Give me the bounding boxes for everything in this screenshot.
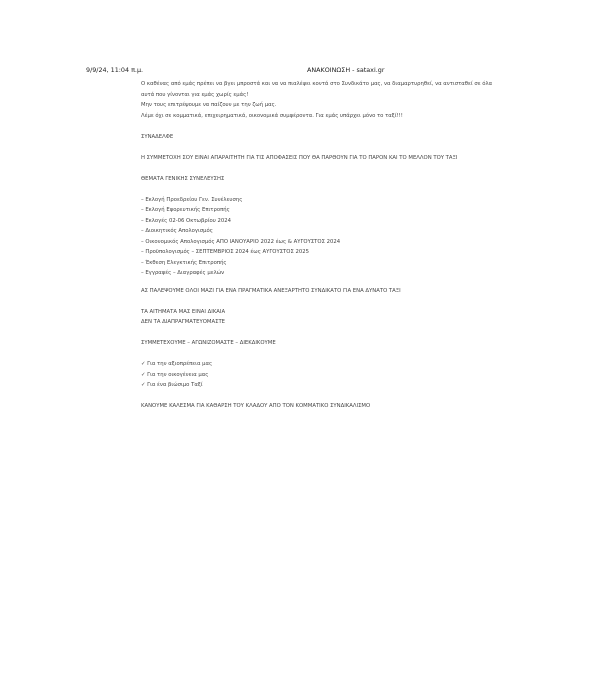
page-title: ΑΝΑΚΟΙΝΩΣΗ - sataxi.gr <box>307 66 385 74</box>
intro-line-4: Λέμε όχι σε κομματικά, επιχειρηματικά, οικονομικά συμφέροντα. Για εμάς υπάρχει μόνο το ταξί!!! <box>141 112 403 119</box>
intro-line-2: αυτά που γίνονται για εμάς χωρίς εμάς! <box>141 91 249 98</box>
print-datetime: 9/9/24, 11:04 π.μ. <box>86 66 144 74</box>
list-item: – Εκλογή Προεδρείου Γεν. Συνέλευσης <box>141 196 243 203</box>
closing-statement: ΚΑΝΟΥΜΕ ΚΑΛΕΣΜΑ ΓΙΑ ΚΑΘΑΡΣΗ ΤΟΥ ΚΛΑΔΟΥ ΑΠΟ ΤΟΝ ΚΟΜΜΑΤΙΚΟ ΣΥΝΔΙΚΑΛΙΣΜΟ <box>141 403 371 409</box>
checklist <box>141 359 493 391</box>
list-item: – Έκθεση Ελεγκτικής Επιτροπής <box>141 259 227 266</box>
slogan: ΣΥΜΜΕΤΕΧΟΥΜΕ – ΑΓΩΝΙΖΟΜΑΣΤΕ – ΔΙΕΚΔΙΚΟΥΜΕ <box>141 340 276 346</box>
demands-line-2: ΔΕΝ ΤΑ ΔΙΑΠΡΑΓΜΑΤΕΥΟΜΑΣΤΕ <box>141 319 226 325</box>
greeting: ΣΥΝΑΔΕΛΦΕ <box>141 133 174 140</box>
agenda-list <box>141 195 493 279</box>
list-item: ✓ Για την οικογένεια μας <box>141 371 209 378</box>
participation-statement: Η ΣΥΜΜΕΤΟΧΗ ΣΟΥ ΕΙΝΑΙ ΑΠΑΡΑΙΤΗΤΗ ΓΙΑ ΤΙΣ ΑΠΟΦΑΣΕΙΣ ΠΟΥ ΘΑ ΠΑΡΘΟΥΝ ΓΙΑ ΤΟ ΠΑΡΟΝ ΚΑΙ ΤΟ ΜΕΛΛΟΝ ΤΟΥ ΤΑΞΙ <box>141 154 458 161</box>
list-item: – Προϋπολογισμός – ΣΕΠΤΕΜΒΡΙΟΣ 2024 έως ΑΥΓΟΥΣΤΟΣ 2025 <box>141 249 309 255</box>
intro-line-3: Μην τους επιτρέψουμε να παίζουν με την ζωή μας. <box>141 102 277 108</box>
list-item: – Εκλογή Εφορευτικής Επιτροπής <box>141 207 230 213</box>
announcement-body <box>141 79 493 412</box>
list-item: – Εκλογές 02-06 Οκτωβρίου 2024 <box>141 217 231 224</box>
intro-line-1: Ο καθένας από εμάς πρέπει να βγει μπροστά και να να πιαλέψει κοντά στο Συνδικάτο μας, να διαμαρτυρηθεί, να αντισταθεί σε όλα <box>141 81 493 87</box>
list-item: – Εγγραφές – Διαγραφές μελών <box>141 270 225 276</box>
list-item: – Διοικητικός Απολογισμός <box>141 228 213 234</box>
list-item: ✓ Για ένα βιώσιμο Ταξί <box>141 382 203 388</box>
agenda-title: ΘΕΜΑΤΑ ΓΕΝΙΚΗΣ ΣΥΝΕΛΕΥΣΗΣ <box>141 175 225 182</box>
list-item: ✓ Για την αξιοπρέπεια μας <box>141 361 213 367</box>
list-item: – Οικονομικός Απολογισμός ΑΠΟ ΙΑΝΟΥΑΡΙΟ 2022 έως & ΑΥΓΟΥΣΤΟΣ 2024 <box>141 238 341 245</box>
demands-line-1: ΤΑ ΑΙΤΗΜΑΤΑ ΜΑΣ ΕΙΝΑΙ ΔΙΚΑΙΑ <box>141 308 226 315</box>
fight-statement: ΑΣ ΠΑΛΕΨΟΥΜΕ ΟΛΟΙ ΜΑΖΙ ΓΙΑ ΕΝΑ ΠΡΑΓΜΑΤΙΚΑ ΑΝΕΞΑΡΤΗΤΟ ΣΥΝΔΙΚΑΤΟ ΓΙΑ ΕΝΑ ΔΥΝΑΤΟ ΤΑΞΙ <box>141 287 401 294</box>
